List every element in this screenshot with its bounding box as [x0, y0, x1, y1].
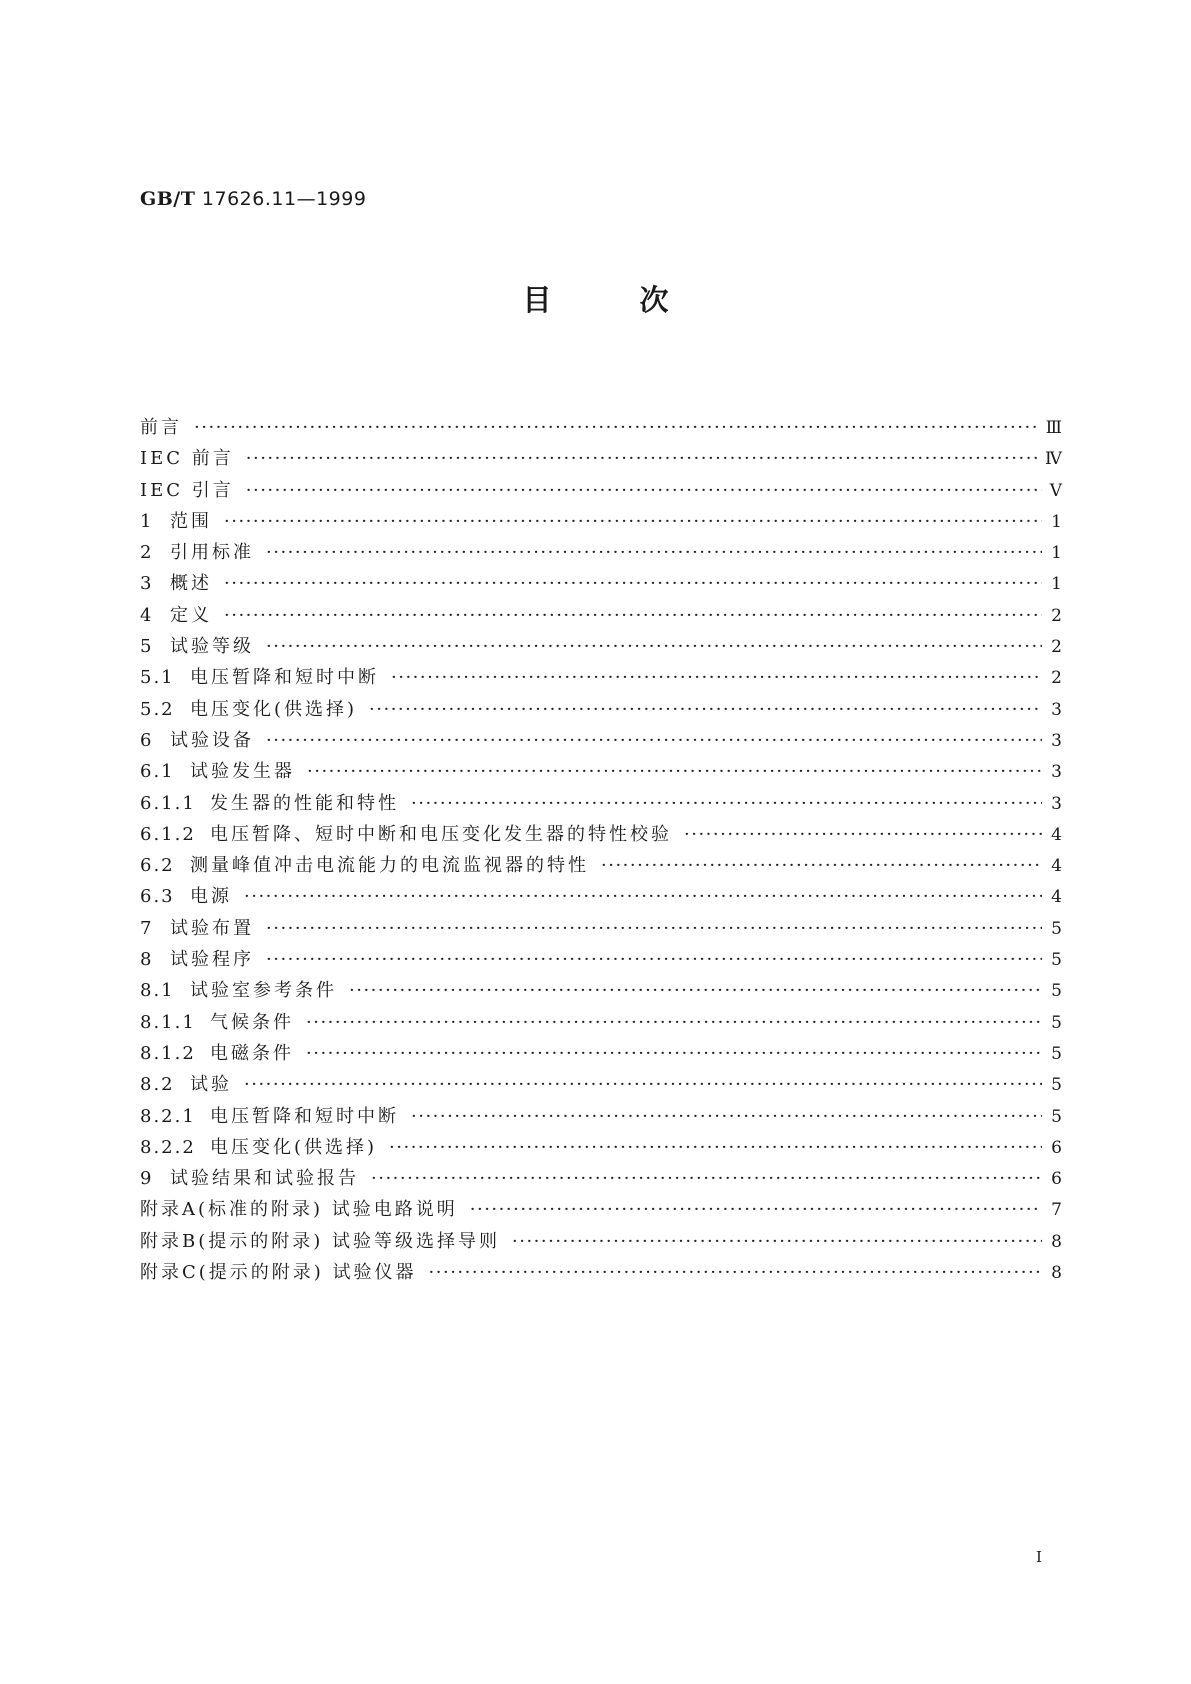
toc-entry-number: 1 — [140, 510, 154, 532]
dot-leader — [244, 1069, 1042, 1100]
toc-entry-title: 测量峰值冲击电流能力的电流监视器的特性 — [190, 855, 589, 877]
toc-entry-title: 附录C(提示的附录) 试验仪器 — [140, 1262, 417, 1284]
toc-entry-title: 电压暂降和短时中断 — [210, 1105, 399, 1127]
toc-entry-number: 4 — [140, 604, 154, 626]
toc-entry-title: 试验发生器 — [190, 761, 295, 783]
toc-entry-number: 9 — [140, 1168, 154, 1190]
dot-leader — [224, 568, 1042, 599]
dot-leader — [684, 819, 1042, 850]
toc-entry-page: 5 — [1051, 1012, 1062, 1033]
toc-entry[interactable] — [140, 568, 1062, 599]
toc-entry-title: 发生器的性能和特性 — [210, 792, 399, 814]
dot-leader — [266, 944, 1042, 975]
dot-leader — [266, 631, 1042, 662]
dot-leader — [306, 1007, 1042, 1038]
toc-entry-title: 附录A(标准的附录) 试验电路说明 — [140, 1199, 458, 1221]
toc-entry[interactable] — [140, 662, 1062, 693]
page-title: 目次 — [522, 283, 757, 317]
toc-entry[interactable] — [140, 1069, 1062, 1100]
dot-leader — [246, 475, 1042, 506]
toc-entry-page: Ⅴ — [1049, 480, 1062, 501]
toc-entry-number: 8.2.2 — [140, 1136, 196, 1158]
toc-entry-page: 2 — [1051, 637, 1062, 658]
toc-entry-title: IEC 引言 — [140, 479, 234, 501]
dot-leader — [429, 1257, 1042, 1288]
toc-entry-number: 5 — [140, 636, 154, 658]
toc-entry[interactable] — [140, 694, 1062, 725]
toc-entry-title: 试验 — [190, 1074, 232, 1096]
dot-leader — [266, 913, 1042, 944]
toc-entry-page: 4 — [1051, 856, 1062, 877]
standard-prefix: GB/T — [140, 188, 196, 210]
toc-entry[interactable] — [140, 1163, 1062, 1194]
toc-entry-page: 7 — [1051, 1200, 1062, 1221]
toc-entry-title: 试验程序 — [170, 949, 254, 971]
toc-entry-number: 3 — [140, 573, 154, 595]
toc-entry-title: 范围 — [170, 510, 212, 532]
dot-leader — [246, 443, 1039, 474]
toc-entry-title: 引用标准 — [170, 542, 254, 564]
toc-entry-title: 试验布置 — [170, 917, 254, 939]
dot-leader — [266, 537, 1042, 568]
toc-entry[interactable] — [140, 1038, 1062, 1069]
dot-leader — [371, 1163, 1042, 1194]
toc-entry[interactable] — [140, 1257, 1062, 1288]
toc-entry-title: 电源 — [190, 886, 232, 908]
toc-entry-title: 试验等级 — [170, 636, 254, 658]
toc-entry-title: 电压暂降和短时中断 — [190, 667, 379, 689]
toc-entry-title: 试验设备 — [170, 729, 254, 751]
toc-entry-page: 1 — [1051, 543, 1062, 564]
toc-entry-page: Ⅳ — [1045, 449, 1062, 470]
toc-entry-page: 1 — [1051, 574, 1062, 595]
toc-entry[interactable] — [140, 725, 1062, 756]
toc-entry[interactable] — [140, 475, 1062, 506]
toc-entry[interactable] — [140, 913, 1062, 944]
toc-entry-page: 5 — [1051, 1043, 1062, 1064]
toc-entry-number: 6.1.2 — [140, 823, 196, 845]
toc-entry-title: 电压暂降、短时中断和电压变化发生器的特性校验 — [210, 823, 672, 845]
dot-leader — [266, 725, 1042, 756]
toc-entry[interactable] — [140, 881, 1062, 912]
toc-entry-page: 5 — [1051, 950, 1062, 971]
dot-leader — [306, 1038, 1042, 1069]
toc-entry-title: 前言 — [140, 417, 182, 438]
toc-entry-title: 定义 — [170, 604, 212, 626]
standard-code — [140, 188, 366, 210]
standard-number: 17626.11—1999 — [201, 188, 367, 210]
toc-entry-number: 2 — [140, 542, 154, 564]
toc-entry[interactable] — [140, 1007, 1062, 1038]
toc-entry[interactable] — [140, 443, 1062, 474]
dot-leader — [389, 1132, 1042, 1163]
toc-entry[interactable] — [140, 756, 1062, 787]
toc-entry-number: 5.1 — [140, 667, 175, 689]
toc-entry[interactable] — [140, 1226, 1062, 1257]
toc-entry-page: 5 — [1051, 1075, 1062, 1096]
dot-leader — [244, 881, 1042, 912]
toc-entry-number: 8 — [140, 949, 154, 971]
toc-entry-number: 8.2 — [140, 1074, 175, 1096]
toc-entry[interactable] — [140, 850, 1062, 881]
toc-entry-page: 5 — [1051, 1106, 1062, 1127]
dot-leader — [194, 412, 1040, 443]
page-number: I — [1036, 1548, 1042, 1566]
toc-entry-number: 6.1.1 — [140, 792, 196, 814]
toc-entry[interactable] — [140, 1101, 1062, 1132]
toc-entry-number: 6 — [140, 729, 154, 751]
dot-leader — [391, 662, 1042, 693]
toc-entry[interactable] — [140, 1132, 1062, 1163]
dot-leader — [224, 600, 1042, 631]
toc-entry-page: 5 — [1051, 981, 1062, 1002]
toc-entry-number: 8.1.1 — [140, 1011, 196, 1033]
toc-entry[interactable] — [140, 975, 1062, 1006]
toc-entry-page: 6 — [1051, 1169, 1062, 1190]
toc-entry[interactable] — [140, 631, 1062, 662]
dot-leader — [224, 506, 1042, 537]
toc-entry-number: 7 — [140, 917, 154, 939]
dot-leader — [349, 975, 1042, 1006]
toc-entry-page: 4 — [1051, 887, 1062, 908]
toc-entry-title: 电压变化(供选择) — [210, 1136, 378, 1158]
dot-leader — [601, 850, 1042, 881]
dot-leader — [512, 1226, 1042, 1257]
toc-entry-title: 气候条件 — [210, 1011, 294, 1033]
toc-entry-title: 电压变化(供选择) — [190, 698, 358, 720]
toc-entry-number: 6.2 — [140, 855, 175, 877]
dot-leader — [411, 1101, 1042, 1132]
toc-entry-title: IEC 前言 — [140, 448, 234, 470]
toc-entry[interactable] — [140, 1194, 1062, 1225]
toc-entry-title: 附录B(提示的附录) 试验等级选择导则 — [140, 1230, 500, 1252]
toc-entry[interactable] — [140, 819, 1062, 850]
toc-entry-page: 3 — [1051, 793, 1062, 814]
dot-leader — [470, 1194, 1042, 1225]
toc-entry[interactable] — [140, 788, 1062, 819]
toc-entry-page: 5 — [1051, 918, 1062, 939]
toc-entry-page: 2 — [1051, 605, 1062, 626]
toc-entry-number: 6.3 — [140, 886, 175, 908]
toc-entry-page: 6 — [1051, 1137, 1062, 1158]
toc-entry-page: 2 — [1051, 668, 1062, 689]
toc-entry-number: 5.2 — [140, 698, 175, 720]
toc-entry[interactable] — [140, 506, 1062, 537]
toc-entry-title: 电磁条件 — [210, 1042, 294, 1064]
toc-entry-page: 8 — [1051, 1263, 1062, 1284]
toc-entry-page: 3 — [1051, 699, 1062, 720]
dot-leader — [369, 694, 1042, 725]
table-of-contents — [140, 412, 1062, 1288]
toc-entry-number: 8.1.2 — [140, 1042, 196, 1064]
toc-entry-page: 8 — [1051, 1231, 1062, 1252]
dot-leader — [411, 788, 1042, 819]
toc-entry-title: 概述 — [170, 573, 212, 595]
toc-entry[interactable] — [140, 412, 1062, 443]
toc-entry-page: 1 — [1051, 511, 1062, 532]
toc-entry[interactable] — [140, 944, 1062, 975]
toc-entry-page: 4 — [1051, 824, 1062, 845]
dot-leader — [307, 756, 1042, 787]
toc-entry-number: 8.2.1 — [140, 1105, 196, 1127]
toc-entry-page: 3 — [1051, 730, 1062, 751]
toc-entry-title: 试验室参考条件 — [190, 980, 337, 1002]
toc-entry-number: 6.1 — [140, 761, 175, 783]
toc-entry[interactable] — [140, 537, 1062, 568]
toc-entry-title: 试验结果和试验报告 — [170, 1168, 359, 1190]
toc-entry-page: 3 — [1051, 762, 1062, 783]
toc-entry-number: 8.1 — [140, 980, 175, 1002]
toc-entry-page: Ⅲ — [1045, 418, 1062, 438]
toc-entry[interactable] — [140, 600, 1062, 631]
